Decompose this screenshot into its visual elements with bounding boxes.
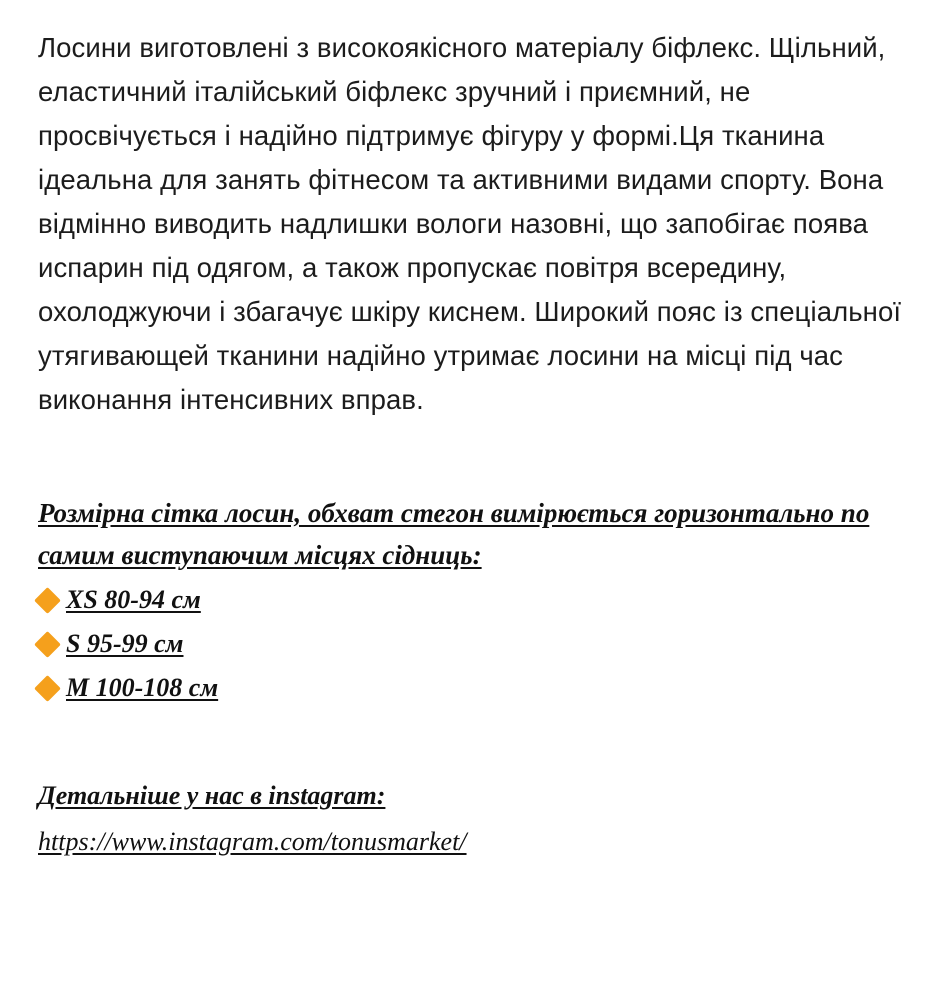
size-chart-heading: Розмірна сітка лосин, обхват стегон вимірюється горизонтально по самим виступаючим місцях сідниць: bbox=[38, 498, 870, 570]
size-item-label: XS 80-94 см bbox=[66, 585, 201, 614]
size-item-label: M 100-108 см bbox=[66, 673, 219, 702]
section-spacer bbox=[38, 422, 915, 492]
orange-diamond-icon bbox=[34, 587, 61, 614]
orange-diamond-icon bbox=[34, 631, 61, 658]
section-spacer bbox=[38, 714, 915, 776]
list-item bbox=[38, 582, 915, 618]
instagram-link[interactable]: https://www.instagram.com/tonusmarket/ bbox=[38, 827, 467, 856]
instagram-label: Детальніше у нас в instagram: bbox=[38, 781, 386, 810]
orange-diamond-icon bbox=[34, 675, 61, 702]
size-item-label: S 95-99 см bbox=[66, 629, 184, 658]
size-chart-list bbox=[38, 582, 915, 706]
list-item bbox=[38, 626, 915, 662]
list-item bbox=[38, 670, 915, 706]
product-description-text: Лосини виготовлені з високоякісного матеріалу біфлекс. Щільний, еластичний італійський біфлекс зручний і приємний, не просвічується і надійно підтримує фігуру у формі.Ця тканина ідеальна для занять фітнесом та активними видами спорту. Вона відмінно виводить надлишки вологи назовні, що запобігає поява испарин під одягом, а також пропускає повітря всередину, охолоджуючи і збагачує шкіру киснем. Широкий пояс із спеціальної утягивающей тканини надійно утримає лосини на місці під час виконання інтенсивних вправ. bbox=[38, 32, 902, 415]
